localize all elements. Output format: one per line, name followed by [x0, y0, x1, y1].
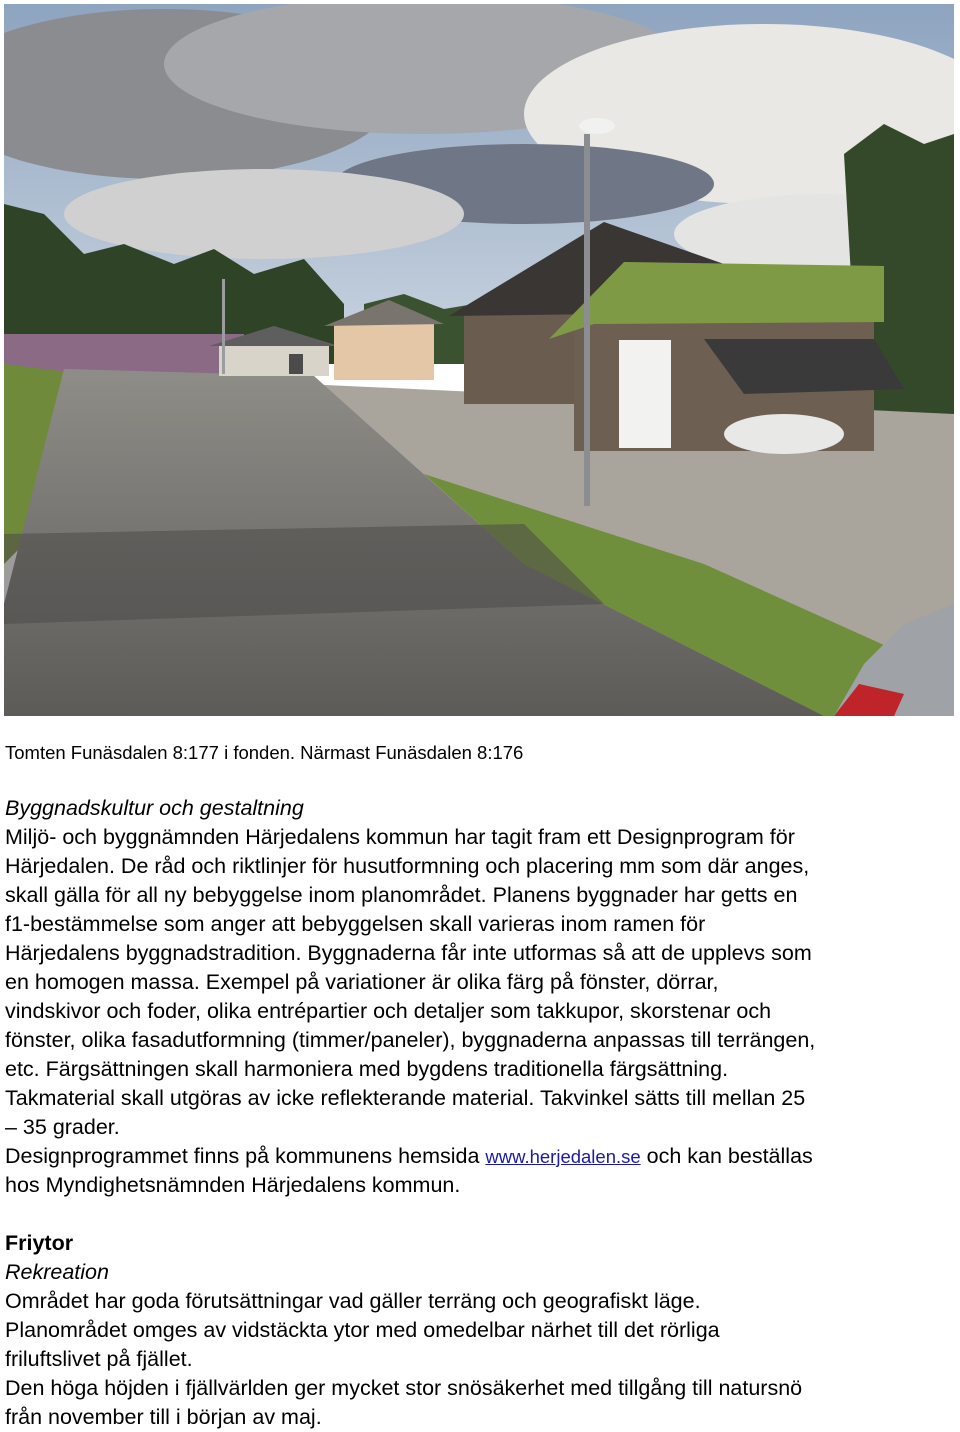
- section-subheading: Rekreation: [5, 1260, 109, 1284]
- section-heading: Byggnadskultur och gestaltning: [5, 796, 304, 820]
- section-building-culture: [5, 794, 957, 1200]
- paragraph-line: fönster, olika fasadutformning (timmer/paneler), byggnaderna anpassas till terrängen,: [5, 1028, 816, 1052]
- paragraph-line: etc. Färgsättningen skall harmoniera med bygdens traditionella färgsättning.: [5, 1057, 729, 1081]
- paragraph-line: Den höga höjden i fjällvärlden ger mycket stor snösäkerhet med tillgång till natursnö: [5, 1376, 803, 1400]
- paragraph-line: Miljö- och byggnämnden Härjedalens kommun har tagit fram ett Designprogram för: [5, 825, 795, 849]
- paragraph-line: skall gälla för all ny bebyggelse inom planområdet. Planens byggnader har getts en: [5, 883, 798, 907]
- paragraph-line: en homogen massa. Exempel på variationer är olika färg på fönster, dörrar,: [5, 970, 719, 994]
- paragraph-line: Härjedalens byggnadstradition. Byggnaderna får inte utformas så att de upplevs som: [5, 941, 812, 965]
- paragraph-line: Planområdet omges av vidstäckta ytor med omedelbar närhet till det rörliga: [5, 1318, 720, 1342]
- photo-illustration: [4, 4, 954, 716]
- section-heading: Friytor: [5, 1231, 74, 1255]
- paragraph-line: vindskivor och foder, olika entrépartier och detaljer som takkupor, skorstenar och: [5, 999, 772, 1023]
- photo-caption: Tomten Funäsdalen 8:177 i fonden. Närmast Funäsdalen 8:176: [5, 742, 524, 763]
- paragraph-line: f1-bestämmelse som anger att bebyggelsen skall varieras inom ramen för: [5, 912, 706, 936]
- garage-greenroof: [549, 262, 904, 454]
- paragraph-line: hos Myndighetsnämnden Härjedalens kommun.: [5, 1173, 461, 1197]
- paragraph-line: friluftslivet på fjället.: [5, 1347, 193, 1371]
- meadow: [4, 334, 244, 374]
- paragraph-line: Området har goda förutsättningar vad gäller terräng och geografiskt läge.: [5, 1289, 701, 1313]
- link-line-before: Designprogrammet finns på kommunens hemsida: [5, 1144, 486, 1168]
- paragraph-line: – 35 grader.: [5, 1115, 120, 1139]
- paragraph-line: Takmaterial skall utgöras av icke reflekterande material. Takvinkel sätts till mellan 25: [5, 1086, 806, 1110]
- paragraph-line: Härjedalen. De råd och riktlinjer för husutformning och placering mm som där anges,: [5, 854, 810, 878]
- photo: [4, 4, 954, 716]
- link-line-after: och kan beställas: [640, 1144, 813, 1168]
- section-open-spaces: [5, 1229, 957, 1432]
- paragraph-line: från november till i början av maj.: [5, 1405, 322, 1429]
- link-paragraph-line: [5, 1142, 957, 1171]
- herjedalen-link[interactable]: www.herjedalen.se: [485, 1146, 641, 1167]
